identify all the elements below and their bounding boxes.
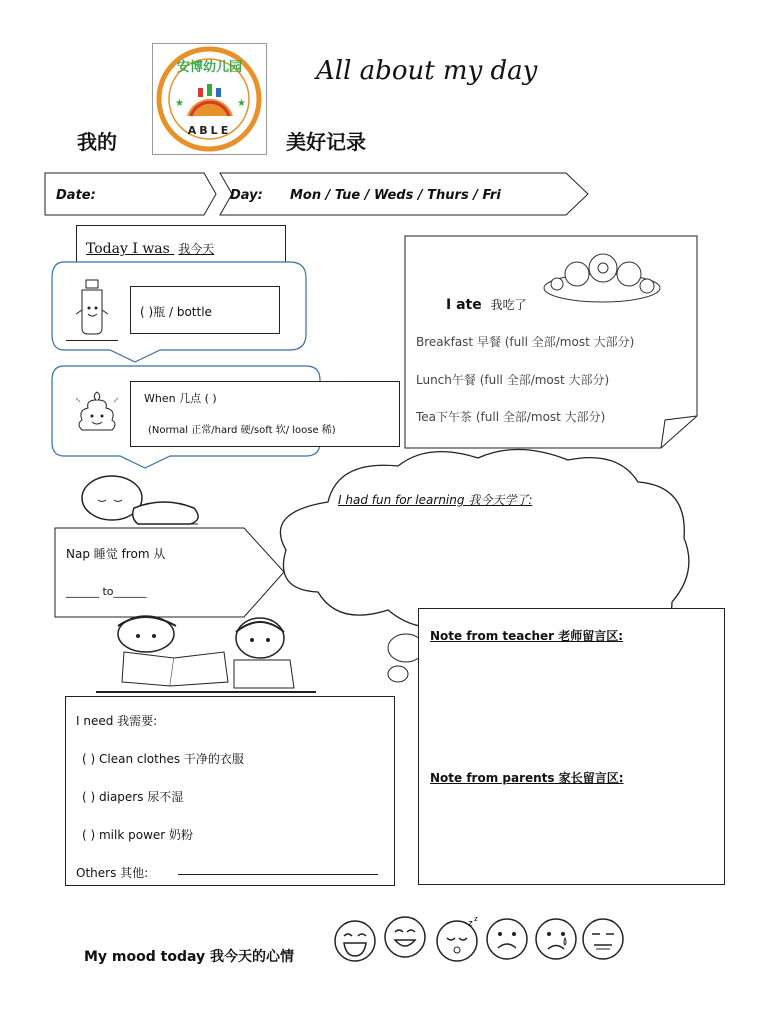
date-label[interactable]: Date: <box>56 188 96 203</box>
fun-label <box>338 491 532 508</box>
meal-lunch[interactable]: Lunch午餐 (full 全部/most 大部分) <box>416 373 610 387</box>
fun-label-cn: 我今天学了: <box>468 493 533 507</box>
svg-text:★: ★ <box>175 98 184 109</box>
bottle-count-text: ( )瓶 / bottle <box>140 305 212 319</box>
needs-others-line[interactable] <box>178 874 378 875</box>
mood-sad-icon[interactable] <box>484 916 530 966</box>
note-teacher-label[interactable]: Note from teacher 老师留言区: <box>430 629 624 643</box>
today-label-cn: 我今天 <box>178 242 215 256</box>
ate-title-cn: 我吃了 <box>490 298 527 312</box>
bottle-icon <box>72 278 112 342</box>
today-label-en: Today I was <box>86 241 170 257</box>
sleeping-baby-icon <box>74 474 209 534</box>
potty-when: When 几点 ( ) <box>144 392 217 405</box>
page-title: All about my day <box>316 56 538 86</box>
note-parents-label[interactable]: Note from parents 家长留言区: <box>430 771 624 785</box>
mood-laughing-icon[interactable] <box>332 918 378 968</box>
svg-text:z: z <box>468 919 473 929</box>
reading-children-icon <box>94 612 318 700</box>
need-item[interactable]: ( ) diapers 尿不湿 <box>82 790 184 804</box>
needs-title: I need 我需要: <box>76 714 158 728</box>
logo-text: 安博幼儿园 <box>176 60 242 75</box>
poop-icon <box>72 384 122 442</box>
ate-title <box>446 296 527 313</box>
ate-title-en: I ate <box>446 297 482 313</box>
school-logo <box>152 43 267 155</box>
mood-happy-icon[interactable] <box>382 914 428 964</box>
subtitle-right: 美好记录 <box>286 130 366 154</box>
need-item[interactable]: ( ) Clean clothes 干净的衣服 <box>82 752 244 766</box>
mood-crying-icon[interactable] <box>533 916 579 966</box>
needs-others-label: Others 其他: <box>76 866 149 880</box>
mood-label: My mood today 我今天的心情 <box>84 949 294 965</box>
logo-brand: ABLE <box>187 124 232 137</box>
subtitle-left: 我的 <box>77 130 117 154</box>
nap-arrow-box <box>54 527 286 619</box>
day-options[interactable]: Mon / Tue / Weds / Thurs / Fri <box>290 188 501 203</box>
nap-to[interactable]: ______ to______ <box>66 585 147 598</box>
day-label: Day: <box>230 188 263 203</box>
mood-sleepy-icon[interactable] <box>434 914 484 968</box>
mood-neutral-icon[interactable] <box>580 916 626 966</box>
need-item[interactable]: ( ) milk power 奶粉 <box>82 828 194 842</box>
today-label <box>86 240 214 257</box>
meal-breakfast[interactable]: Breakfast 早餐 (full 全部/most 大部分) <box>416 335 635 349</box>
nap-from[interactable]: Nap 睡觉 from 从 <box>66 547 166 561</box>
bottle-underline <box>66 340 118 341</box>
fun-label-en: I had fun for learning <box>338 493 465 507</box>
potty-options: (Normal 正常/hard 硬/soft 软/ loose 稀) <box>148 425 336 436</box>
svg-text:z: z <box>474 915 478 923</box>
food-plate-icon <box>537 244 667 312</box>
meal-tea[interactable]: Tea下午茶 (full 全部/most 大部分) <box>416 410 606 424</box>
svg-text:★: ★ <box>237 98 246 109</box>
notes-box <box>418 608 725 885</box>
